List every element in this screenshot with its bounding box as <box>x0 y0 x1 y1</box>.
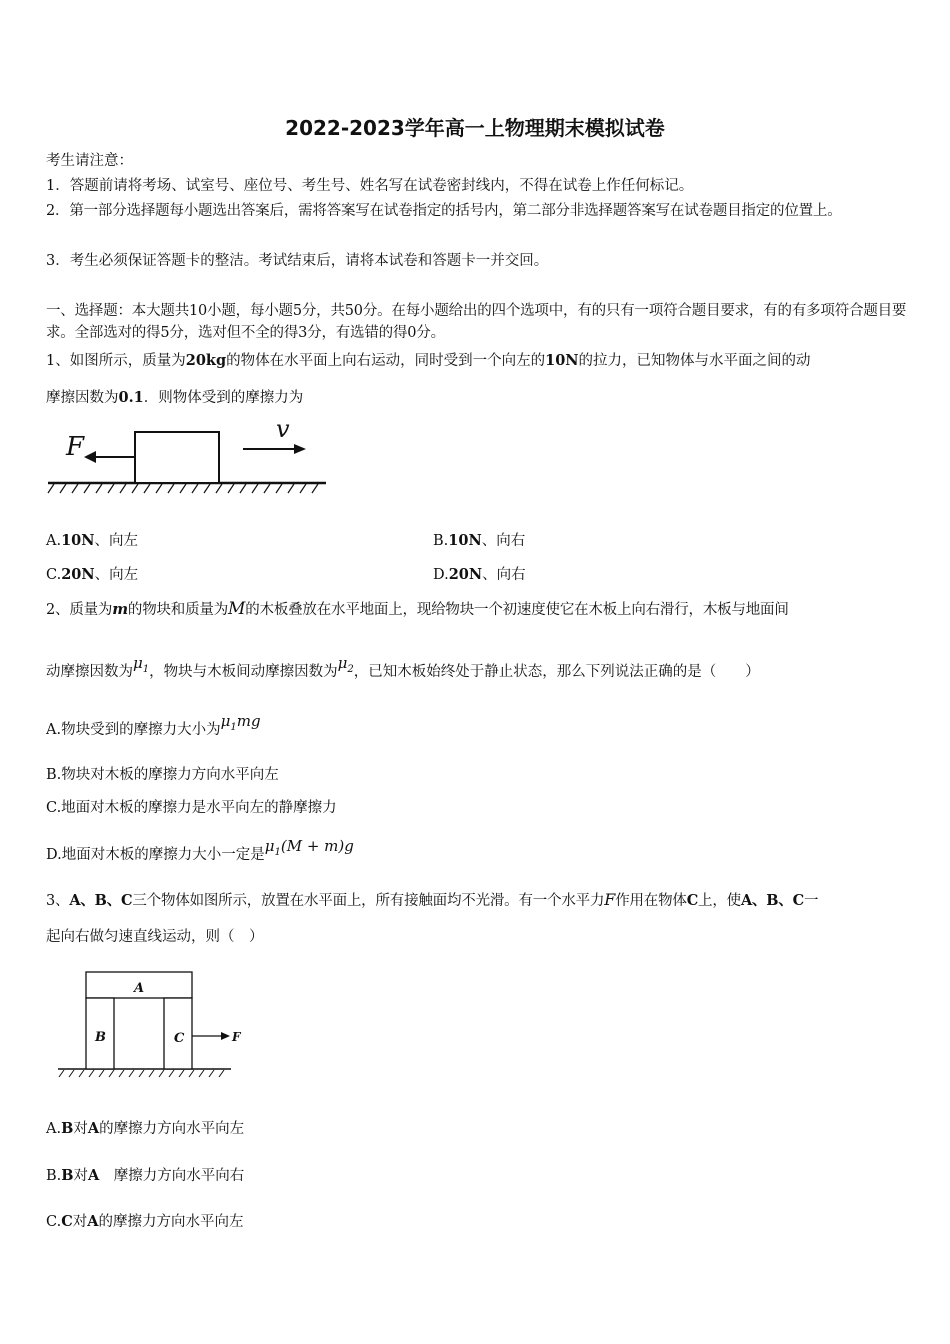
q2-stem-line1: 2、质量为m的物块和质量为M的木板叠放在水平地面上，现给物块一个初速度使它在木板上向右滑行，木板与地面间 <box>46 599 789 619</box>
q1-option-c[interactable]: C.20N、向左 <box>46 566 139 583</box>
notice-item-2: 2．第一部分选择题每小题选出答案后，需将答案写在试卷指定的括号内，第二部分非选择题答案写在试卷题目指定的位置上。 <box>46 203 842 219</box>
q2-stem-line2: 动摩擦因数为$\mu_1$，物块与木板间动摩擦因数为$\mu_2$，已知木板始终处于静止状态，那么下列说法正确的是（ ） <box>46 654 760 680</box>
q3-option-c[interactable]: C.C对A的摩擦力方向水平向左 <box>46 1213 244 1230</box>
notice-item-3: 3．考生必须保证答题卡的整洁。考试结束后，请将本试卷和答题卡一并交回。 <box>46 253 549 269</box>
q1-option-d[interactable]: D.20N、向右 <box>433 566 526 583</box>
q2-option-b[interactable]: B.物块对木板的摩擦力方向水平向左 <box>46 767 279 783</box>
page-title: 2022-2023学年高一上物理期末模拟试卷 <box>285 116 665 140</box>
q3-fig-B: B <box>95 1030 106 1045</box>
q3-fig-C: C <box>174 1031 185 1046</box>
section-heading: 一、选择题：本大题共10小题，每小题5分，共50分。在每小题给出的四个选项中，有的只有一项符合题目要求，有的有多项符合题目要求。全部选对的得5分，选对但不全的得3分，有选错的得0分。 <box>46 303 907 341</box>
q3-figure <box>56 965 241 1080</box>
q2-option-c[interactable]: C.地面对木板的摩擦力是水平向左的静摩擦力 <box>46 800 337 816</box>
q3-option-a[interactable]: A.B对A的摩擦力方向水平向左 <box>46 1120 245 1137</box>
q3-option-b[interactable]: B.B对A 摩擦力方向水平向右 <box>46 1167 245 1184</box>
q3-stem-line1: 3、A、B、C三个物体如图所示，放置在水平面上，所有接触面均不光滑。有一个水平力F作用在物体C上，使A、B、C一 <box>46 890 819 909</box>
q1-figure <box>46 415 331 500</box>
notice-item-1: 1．答题前请将考场、试室号、座位号、考生号、姓名写在试卷密封线内，不得在试卷上作任何标记。 <box>46 178 694 194</box>
notice-heading: 考生请注意： <box>46 153 133 169</box>
q1-stem-line1: 1、如图所示，质量为20kg的物体在水平面上向右运动，同时受到一个向左的10N的拉力，已知物体与水平面之间的动 <box>46 352 811 369</box>
q1-force: 10N <box>545 352 579 369</box>
q3-stem-line2: 起向右做匀速直线运动，则（ ） <box>46 929 264 945</box>
q1-option-b[interactable]: B.10N、向右 <box>433 532 526 549</box>
q3-force-arrow <box>221 1032 230 1040</box>
q1-velocity-arrow <box>294 444 306 454</box>
q1-block <box>135 432 219 483</box>
q3-fig-A: A <box>134 981 145 996</box>
q1-fig-F: F <box>66 432 85 462</box>
q1-fig-v: v <box>276 415 290 443</box>
q1-mu: 0.1 <box>118 389 144 406</box>
q2-option-a[interactable]: A.物块受到的摩擦力大小为$\mu_1mg$ <box>46 712 261 738</box>
q1-mass: 20kg <box>185 352 227 369</box>
q2-option-d[interactable]: D.地面对木板的摩擦力大小一定是$\mu_1(M + m)g$ <box>46 837 354 863</box>
q3-fig-F: F <box>232 1030 241 1044</box>
q1-stem-line2: 摩擦因数为0.1．则物体受到的摩擦力为 <box>46 389 304 406</box>
q1-option-a[interactable]: A.10N、向左 <box>46 532 139 549</box>
q1-force-arrow <box>84 451 96 463</box>
